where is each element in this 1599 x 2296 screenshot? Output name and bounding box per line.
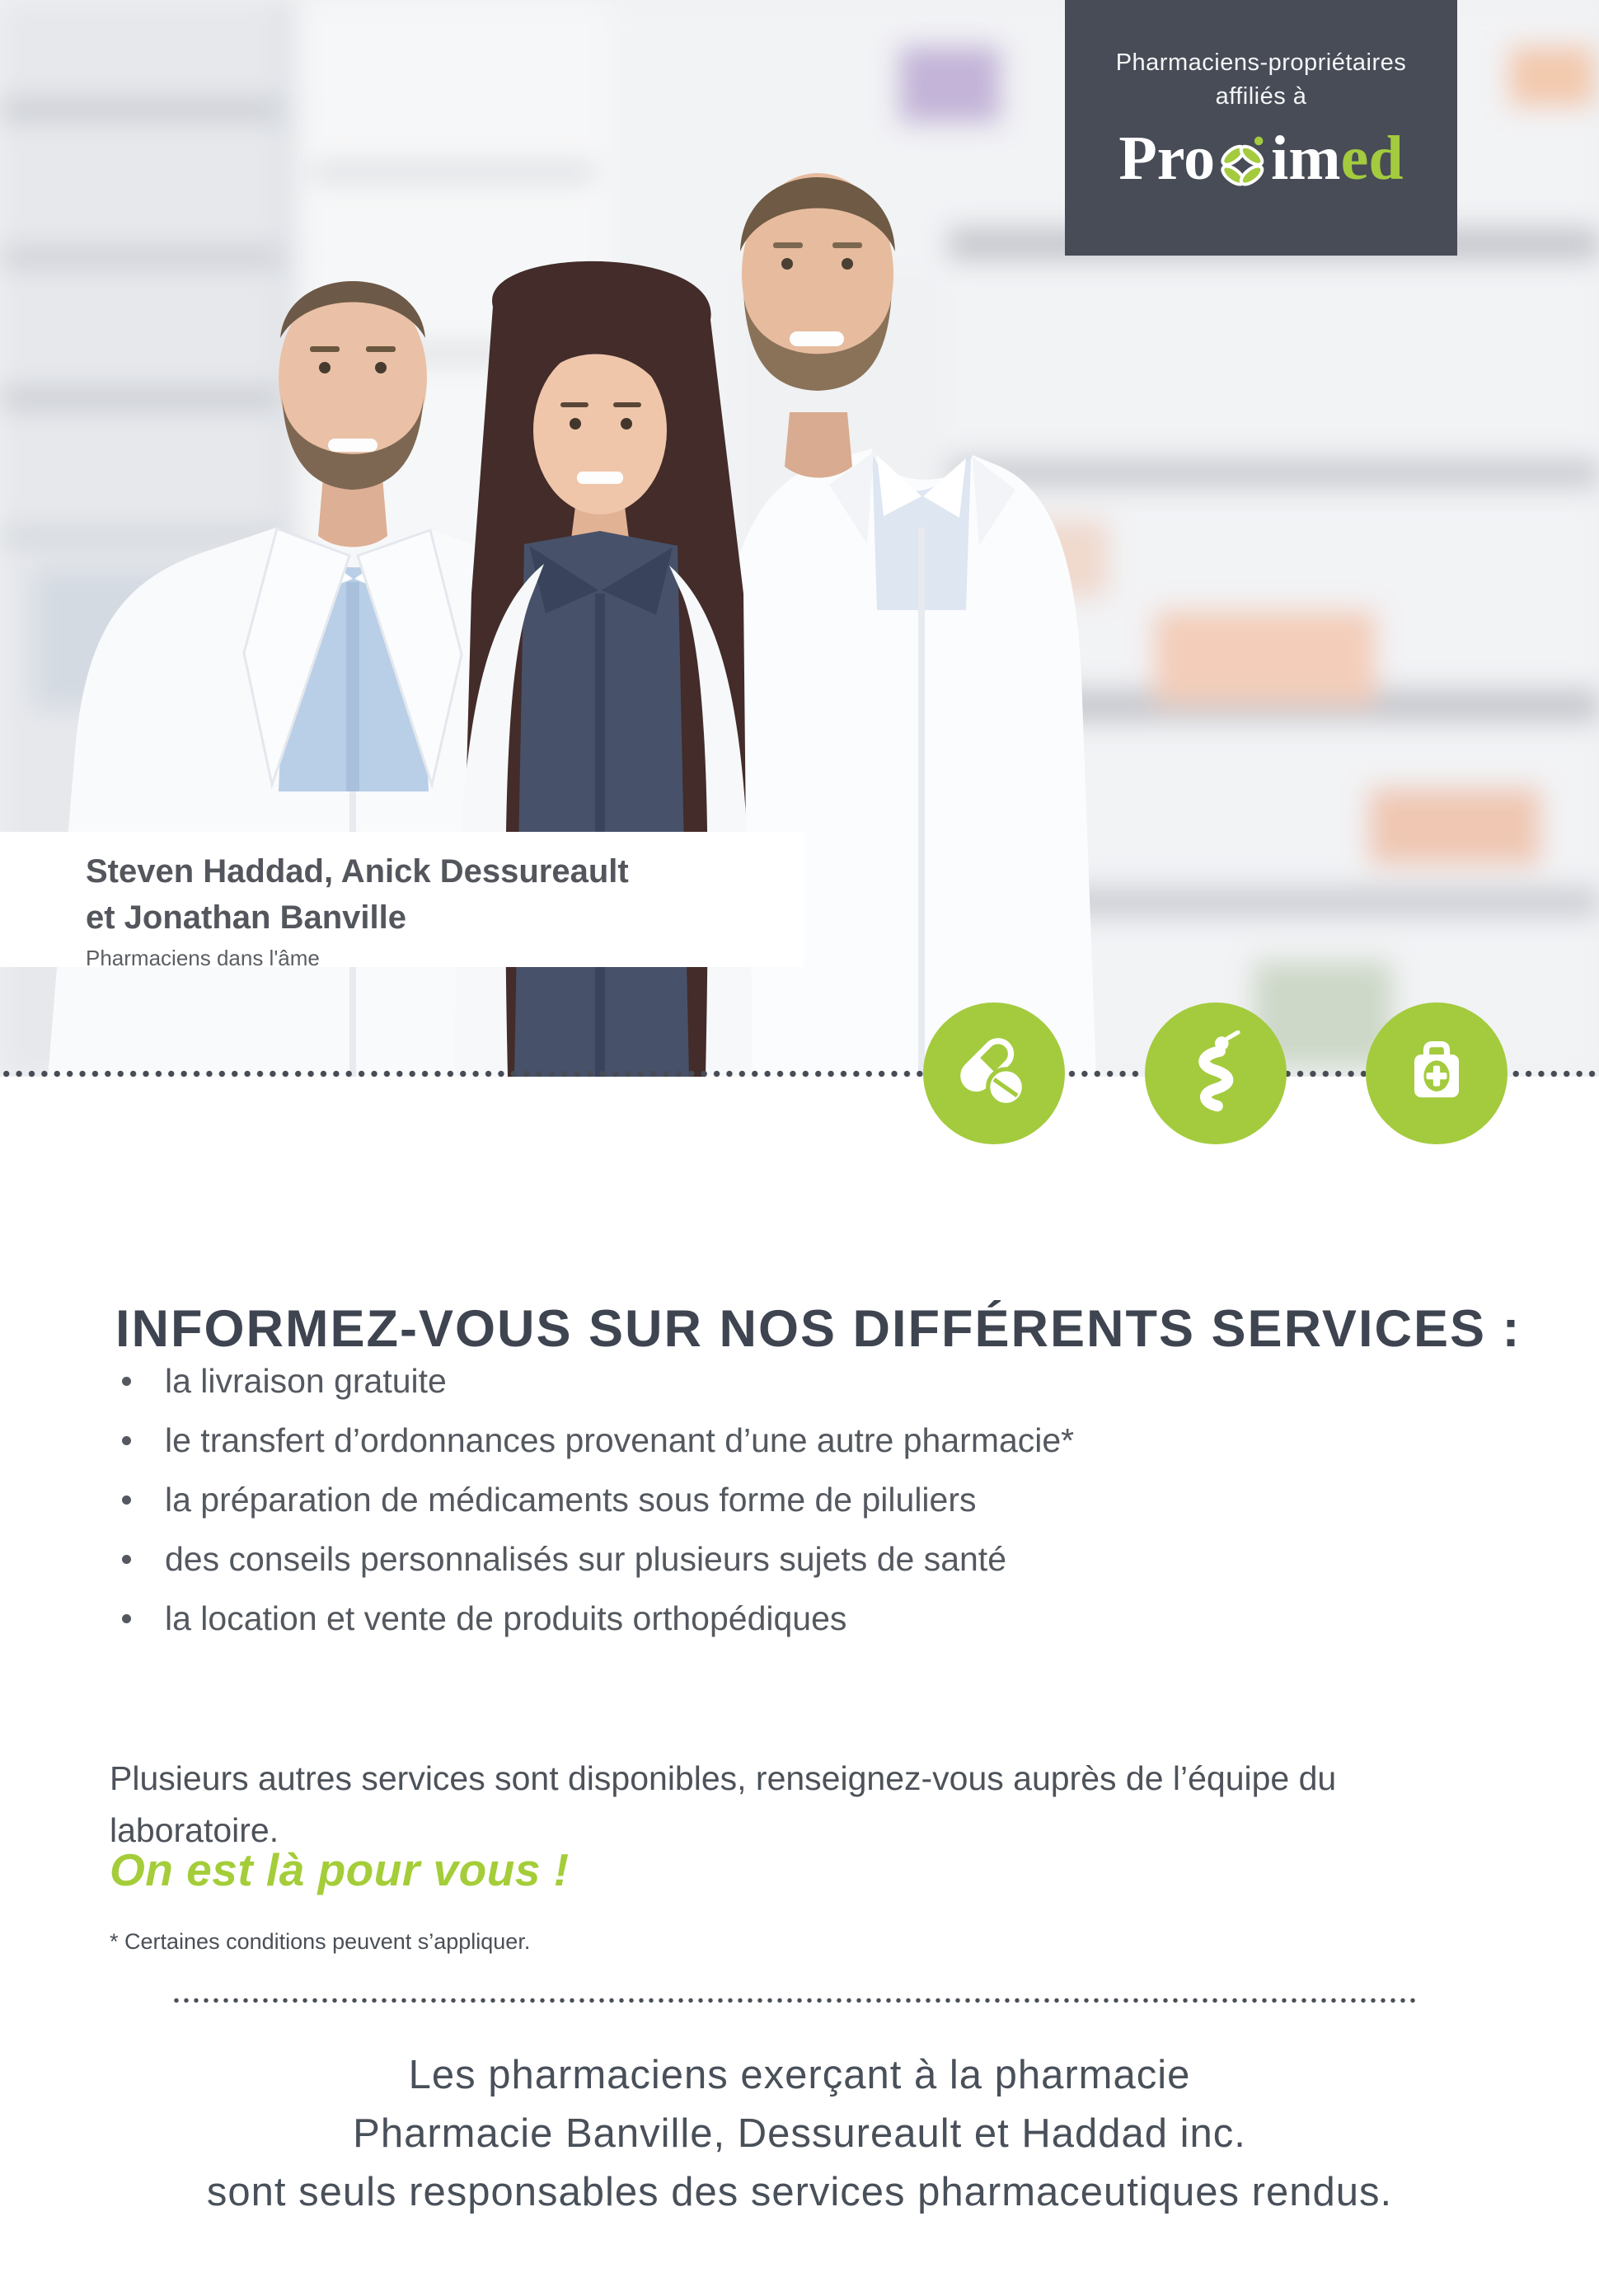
team-photo: [0, 0, 1599, 1077]
pills-icon-badge: [923, 1002, 1065, 1144]
dotted-divider-top: [0, 1070, 1599, 1078]
affiliation-text-line1: Pharmaciens-propriétaires: [1115, 49, 1407, 76]
dotted-divider-bottom: [171, 1998, 1418, 2003]
service-item: le transfert d’ordonnances provenant d’une autre pharmacie*: [122, 1411, 1074, 1470]
services-heading: INFORMEZ-VOUS SUR NOS DIFFÉRENTS SERVICES :: [115, 1300, 1522, 1359]
logo-text-pro: Pro: [1118, 124, 1216, 193]
pharmacists-names-line2: et Jonathan Banville: [86, 899, 406, 936]
slogan-text: On est là pour vous !: [110, 1844, 570, 1895]
pills-icon: [951, 1031, 1037, 1116]
affiliation-text-line2: affiliés à: [1215, 83, 1307, 110]
first-aid-icon-badge: [1366, 1002, 1508, 1144]
service-item: la location et vente de produits orthopédiques: [122, 1589, 1074, 1648]
logo-text-ed: ed: [1340, 124, 1404, 193]
pharmacists-names-line1: Steven Haddad, Anick Dessureault: [86, 853, 629, 890]
service-item: des conseils personnalisés sur plusieurs sujets de santé: [122, 1529, 1074, 1589]
asclepius-icon-badge: [1145, 1002, 1287, 1144]
service-item: la préparation de médicaments sous forme de piluliers: [122, 1470, 1074, 1529]
proximed-affiliation-box: [1065, 0, 1457, 256]
footer-line3: sont seuls responsables des services pharmaceutiques rendus.: [206, 2170, 1393, 2214]
services-note: Plusieurs autres services sont disponibles, renseignez-vous auprès de l’équipe du laboratoire.: [110, 1759, 1337, 1849]
legal-footer: [0, 2046, 1599, 2222]
logo-text-im: im: [1271, 124, 1341, 193]
footer-line2: Pharmacie Banville, Dessureault et Haddad inc.: [353, 2111, 1246, 2156]
footer-line1: Les pharmaciens exerçant à la pharmacie: [408, 2053, 1191, 2097]
pharmacists-tagline: Pharmaciens dans l'âme: [86, 946, 320, 970]
asclepius-snake-icon: [1173, 1031, 1259, 1116]
service-item: la livraison gratuite: [122, 1351, 1074, 1411]
services-list: [122, 1351, 1074, 1648]
proximed-logo: [1118, 125, 1403, 191]
proximed-x-leaf-icon: [1213, 136, 1273, 190]
pharmacists-name-box: [0, 832, 804, 970]
first-aid-kit-icon: [1394, 1031, 1479, 1116]
disclaimer-text: * Certaines conditions peuvent s’appliquer.: [110, 1929, 531, 1954]
